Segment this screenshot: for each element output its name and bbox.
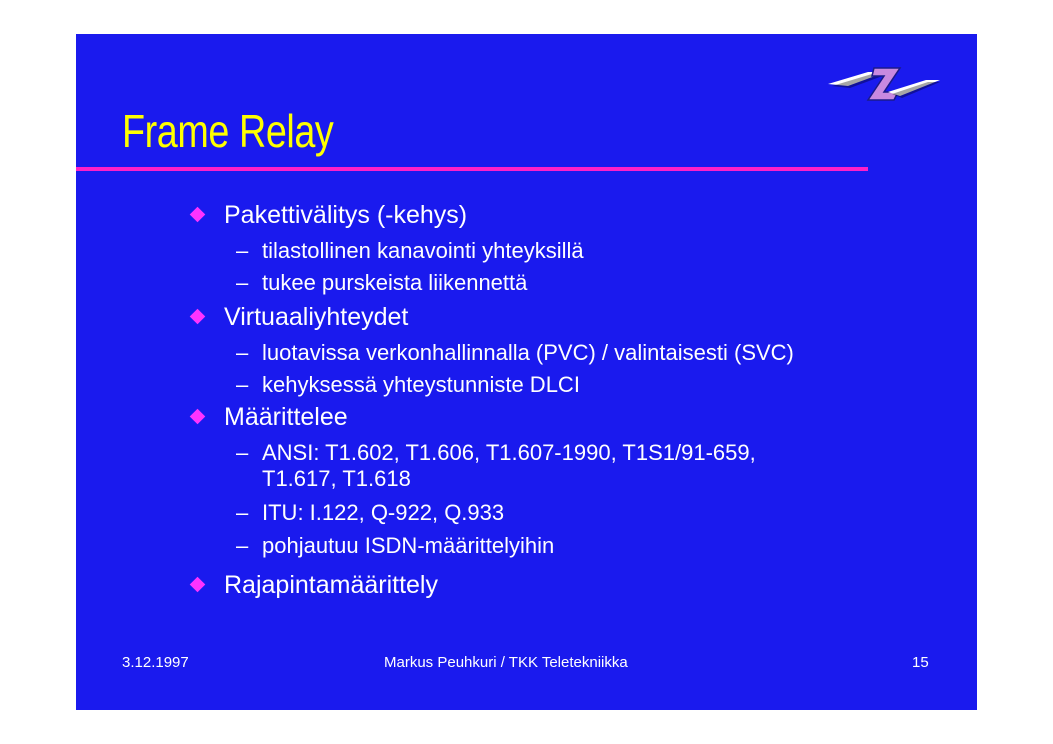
dash-marker: – [236, 372, 249, 397]
dash-marker: – [236, 500, 249, 525]
sub-item [236, 238, 584, 264]
sub-text: tukee purskeista liikennettä [262, 270, 528, 295]
diamond-bullet-icon [190, 577, 206, 593]
bullet-item [224, 200, 467, 230]
bullet-item [224, 570, 438, 600]
sub-text: luotavissa verkonhallinnalla (PVC) / valintaisesti (SVC) [262, 340, 794, 365]
sub-item [236, 372, 580, 398]
diamond-bullet-icon [190, 207, 206, 223]
footer-author: Markus Peuhkuri / TKK Teletekniikka [384, 654, 628, 671]
sub-item [236, 340, 794, 366]
dash-marker: – [236, 533, 249, 558]
footer-date: 3.12.1997 [122, 654, 189, 671]
footer-page-number: 15 [912, 654, 929, 671]
dash-marker: – [236, 340, 249, 365]
dash-marker: – [236, 440, 249, 465]
dash-marker: – [236, 270, 249, 295]
sub-item [236, 533, 555, 559]
sub-text: tilastollinen kanavointi yhteyksillä [262, 238, 584, 263]
slide-title: Frame Relay [122, 105, 334, 157]
sub-text: pohjautuu ISDN-määrittelyihin [262, 533, 555, 558]
sub-text: kehyksessä yhteystunniste DLCI [262, 372, 580, 397]
slide [76, 34, 977, 710]
sub-text: ANSI: T1.602, T1.606, T1.607-1990, T1S1/91-659, [262, 440, 756, 465]
diamond-bullet-icon [190, 409, 206, 425]
sub-item [236, 270, 528, 296]
sub-item [236, 500, 505, 526]
slide-content [76, 34, 977, 710]
bullet-text: Pakettivälitys (-kehys) [224, 201, 468, 229]
bullet-text: Virtuaaliyhteydet [224, 303, 409, 331]
sub-item [236, 440, 756, 466]
sub-text: ITU: I.122, Q-922, Q.933 [262, 500, 505, 525]
bullet-text: Määrittelee [224, 403, 348, 431]
dash-marker: – [236, 238, 249, 263]
bullet-item [224, 302, 408, 332]
sub-text: T1.617, T1.618 [262, 466, 411, 491]
bullet-item [224, 402, 348, 432]
sub-item-continuation [262, 466, 411, 492]
bullet-text: Rajapintamäärittely [224, 571, 438, 599]
diamond-bullet-icon [190, 309, 206, 325]
